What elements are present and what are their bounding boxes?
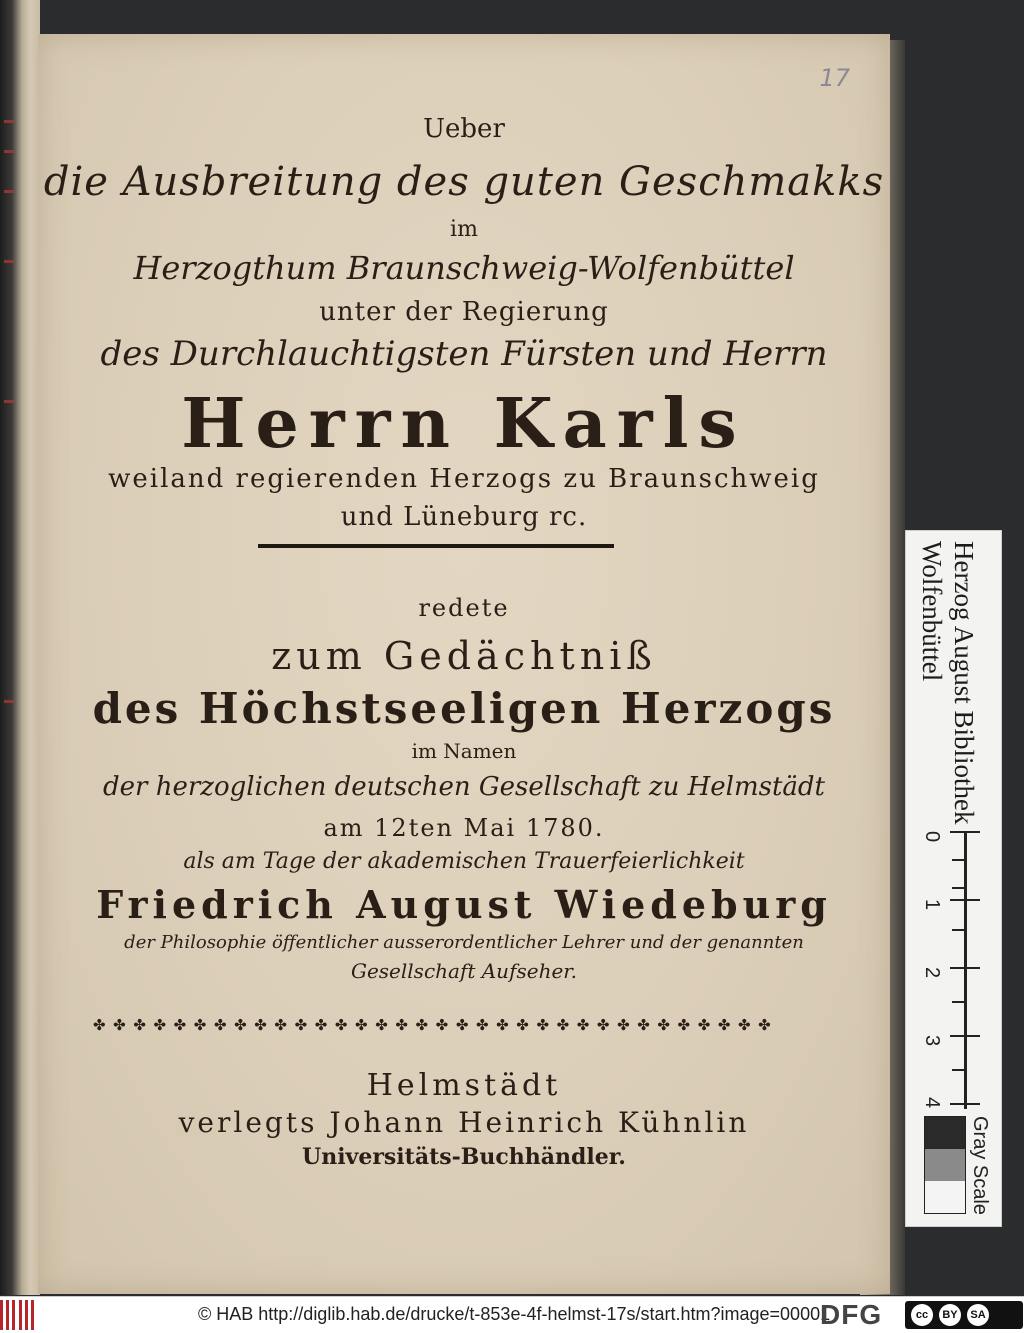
gray-patch-light <box>925 1181 965 1213</box>
ornament-glyph: ✤ <box>516 1016 529 1034</box>
ruler-tick <box>950 967 980 969</box>
ornament-glyph: ✤ <box>717 1016 731 1034</box>
body-line-aufseher: Gesellschaft Aufseher. <box>350 959 578 983</box>
imprint-line-publisher: verlegts Johann Heinrich Kühnlin <box>178 1106 750 1139</box>
ruler-tick <box>950 1103 980 1105</box>
cc-icon: cc <box>911 1304 933 1326</box>
ornament-glyph: ✤ <box>314 1016 328 1034</box>
ornament-glyph: ✤ <box>113 1016 126 1034</box>
sa-icon: SA <box>967 1304 989 1326</box>
imprint-line-bookseller: Universitäts-Buchhändler. <box>302 1144 626 1170</box>
ornament-glyph: ✤ <box>738 1016 751 1034</box>
imprint-line-place: Helmstädt <box>366 1068 562 1103</box>
ornament-glyph: ✤ <box>193 1016 207 1034</box>
ruler-tick <box>950 1035 980 1037</box>
ornament-glyph: ✤ <box>496 1016 509 1034</box>
pencil-page-number: 17 <box>819 64 850 92</box>
ornament-glyph: ✤ <box>133 1016 146 1034</box>
title-line-weiland: weiland regierenden Herzogs zu Braunschweig <box>108 464 820 494</box>
title-line-im: im <box>450 217 478 242</box>
title-line-ueber: Ueber <box>423 114 505 144</box>
ornament-glyph: ✤ <box>455 1016 469 1034</box>
title-line-herrn-karls: Herrn Karls <box>181 384 747 464</box>
body-line-gedaechtniss: zum Gedächtniß <box>271 634 657 678</box>
ornament-glyph: ✤ <box>173 1016 187 1034</box>
ornament-glyph: ✤ <box>475 1016 489 1034</box>
ornament-glyph: ✤ <box>93 1016 106 1034</box>
by-icon: BY <box>939 1304 961 1326</box>
ornament-glyph: ✤ <box>355 1016 368 1034</box>
scale-number-0: 0 <box>921 831 943 843</box>
gray-scale-patches <box>924 1116 966 1214</box>
copyright-link[interactable]: © HAB http://diglib.hab.de/drucke/t-853e-4f-helmst-17s/start.htm?image=00001 <box>198 1304 831 1324</box>
ornament-glyph: ✤ <box>274 1016 287 1034</box>
ruler-tick <box>950 899 980 901</box>
ornament-glyph: ✤ <box>697 1016 711 1034</box>
cc-license-badge[interactable] <box>905 1301 1023 1329</box>
title-line-duchy: Herzogthum Braunschweig-Wolfenbüttel <box>133 249 795 287</box>
title-line-main: die Ausbreitung des guten Geschmakks <box>43 159 885 205</box>
color-calibration-bar <box>905 530 1002 1227</box>
ornament-glyph: ✤ <box>536 1016 550 1034</box>
ruler-tick <box>952 929 966 931</box>
ornament-glyph: ✤ <box>758 1016 771 1034</box>
title-line-lueneburg: und Lüneburg rc. <box>340 502 588 532</box>
ornament-glyph: ✤ <box>153 1016 167 1034</box>
scale-number-4: 4 <box>921 1097 943 1109</box>
ornament-glyph: ✤ <box>375 1016 388 1034</box>
gray-patch-dark <box>925 1117 965 1149</box>
title-line-fuersten: des Durchlauchtigsten Fürsten und Herrn <box>100 334 828 374</box>
ornament-glyph: ✤ <box>213 1016 227 1034</box>
scale-number-2: 2 <box>921 967 943 979</box>
scale-number-1: 1 <box>921 899 943 911</box>
library-label <box>916 541 980 824</box>
ornament-glyph: ✤ <box>334 1016 348 1034</box>
body-line-lehrer: der Philosophie öffentlicher ausserordentlicher Lehrer und der genannten <box>124 932 804 953</box>
body-line-trauerfeier: als am Tage der akademischen Trauerfeierlichkeit <box>183 849 745 874</box>
viewer-footer <box>0 1296 1024 1333</box>
ornament-glyph: ✤ <box>294 1016 308 1034</box>
ruler-tick <box>952 1069 966 1071</box>
ruler-tick <box>952 887 966 889</box>
ornament-glyph: ✤ <box>415 1016 429 1034</box>
ruler-tick <box>952 859 966 861</box>
body-line-gesellschaft: der herzoglichen deutschen Gesellschaft zu Helmstädt <box>102 772 825 802</box>
body-line-herzogs: des Höchstseeligen Herzogs <box>92 684 836 733</box>
body-line-redete: redete <box>418 594 510 622</box>
ornament-glyph: ✤ <box>617 1016 630 1034</box>
body-line-author: Friedrich August Wiedeburg <box>96 882 832 927</box>
ornament-glyph: ✤ <box>395 1016 408 1034</box>
ornament-glyph: ✤ <box>234 1016 247 1034</box>
dfg-logo: DFG <box>820 1299 883 1330</box>
ornament-border <box>93 1016 771 1034</box>
ornament-glyph: ✤ <box>596 1016 610 1034</box>
ruler-line <box>964 831 967 1109</box>
ruler-tick <box>950 831 980 833</box>
library-stripes-logo <box>0 1300 34 1330</box>
library-city: Wolfenbüttel <box>917 541 947 682</box>
ornament-glyph: ✤ <box>637 1016 650 1034</box>
body-line-im-namen: im Namen <box>411 739 517 763</box>
scale-number-3: 3 <box>921 1035 943 1047</box>
ornament-glyph: ✤ <box>254 1016 267 1034</box>
gray-scale-label: Gray Scale <box>969 1116 991 1215</box>
ruler-tick <box>952 1001 966 1003</box>
title-line-regierung: unter der Regierung <box>319 297 609 327</box>
body-line-date: am 12ten Mai 1780. <box>323 814 605 842</box>
book-edge <box>0 0 40 1295</box>
title-page <box>38 34 890 1294</box>
ornament-glyph: ✤ <box>657 1016 670 1034</box>
ornament-glyph: ✤ <box>435 1016 449 1034</box>
title-divider-rule <box>258 544 614 548</box>
gray-patch-mid <box>925 1149 965 1181</box>
ornament-glyph: ✤ <box>576 1016 590 1034</box>
library-name: Herzog August Bibliothek <box>949 541 979 825</box>
ornament-glyph: ✤ <box>677 1016 691 1034</box>
ornament-glyph: ✤ <box>556 1016 570 1034</box>
